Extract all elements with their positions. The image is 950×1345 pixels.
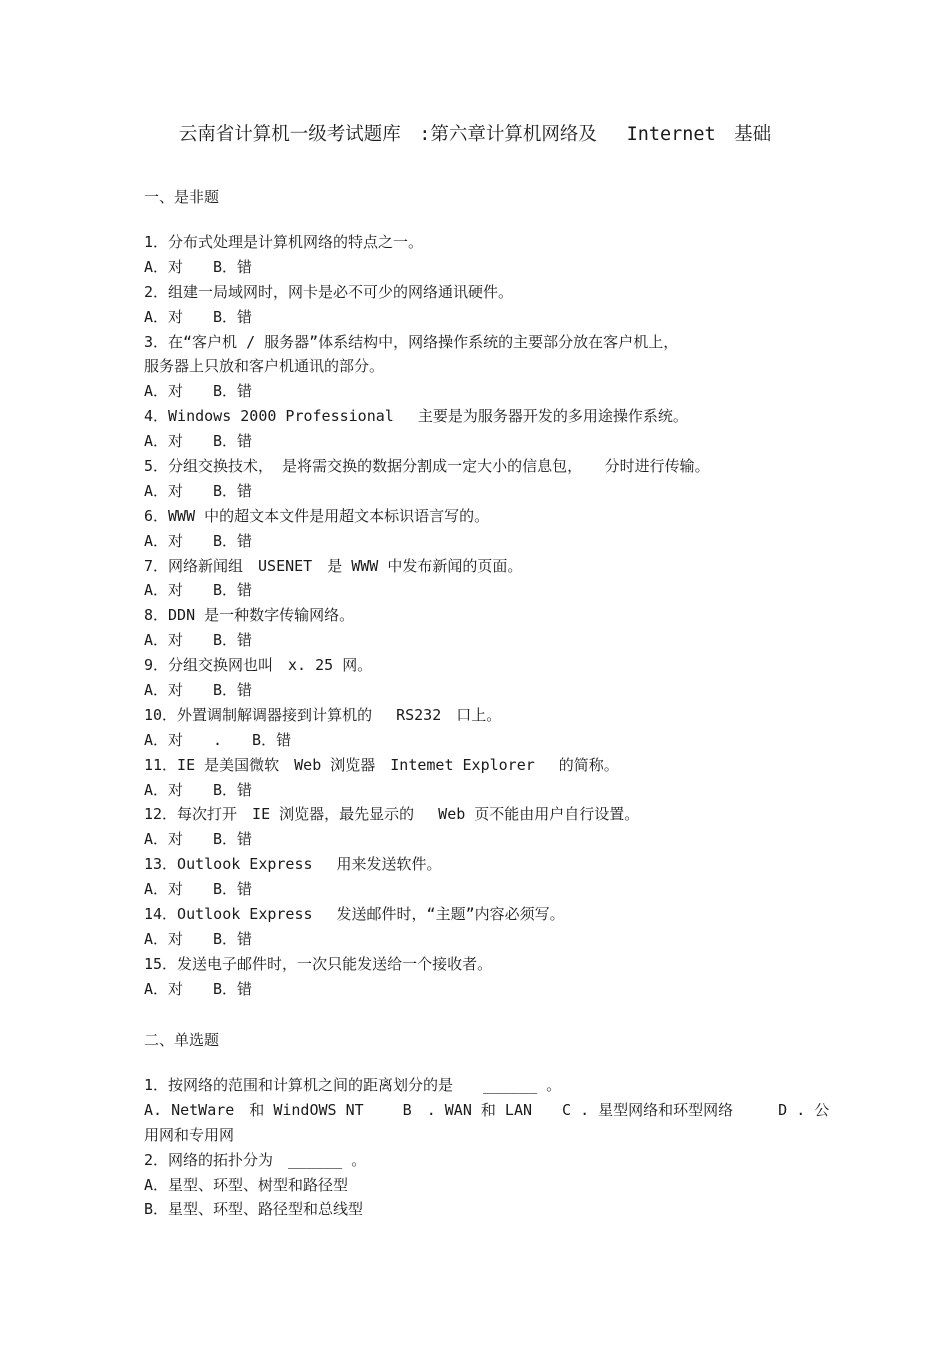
section-heading-single-choice: 二、单选题 xyxy=(144,1031,220,1049)
answer-options-continued: 用网和专用网 xyxy=(144,1125,235,1144)
question-text: 4．Windows 2000 Professional 主要是为服务器开发的多用途操作系统。 xyxy=(144,407,688,426)
question-text: 5．分组交换技术， 是将需交换的数据分割成一定大小的信息包， 分时进行传输。 xyxy=(144,457,710,476)
question-text: 7．网络新闻组 USENET 是 WWW 中发布新闻的页面。 xyxy=(144,556,523,575)
answer-options: A．对 B．错 xyxy=(144,382,253,401)
answer-options: A．对 B．错 xyxy=(144,631,253,650)
answer-options: A．对 . B．错 xyxy=(144,730,292,749)
page-title: 云南省计算机一级考试题库 :第六章计算机网络及 Internet 基础 xyxy=(178,124,772,145)
question-text: 12．每次打开 IE 浏览器，最先显示的 Web 页不能由用户自行设置。 xyxy=(144,805,640,824)
question-text-continued: 服务器上只放和客户机通讯的部分。 xyxy=(144,357,385,376)
single-choice-questions xyxy=(144,1073,830,1222)
answer-option-a: A．星型、环型、树型和路径型 xyxy=(144,1175,349,1194)
section-heading-true-false: 一、是非题 xyxy=(144,188,220,206)
answer-options: A．对 B．错 xyxy=(144,681,253,700)
answer-options: A．对 B．错 xyxy=(144,780,253,799)
answer-options: A．对 B．错 xyxy=(144,581,253,600)
question-text: 2．网络的拓扑分为 ______ 。 xyxy=(144,1150,367,1169)
answer-options: A. NetWare 和 WindOWS NT B . WAN 和 LAN C . 星型网络和环型网络 D . 公 xyxy=(144,1100,830,1119)
true-false-questions xyxy=(144,230,814,1002)
answer-options: A．对 B．错 xyxy=(144,830,253,849)
question-text: 1．分布式处理是计算机网络的特点之一。 xyxy=(144,233,424,251)
question-text: 1．按网络的范围和计算机之间的距离划分的是 ______ 。 xyxy=(144,1076,562,1094)
answer-options: A．对 B．错 xyxy=(144,432,253,451)
question-text: 10．外置调制解调器接到计算机的 RS232 口上。 xyxy=(144,705,502,724)
answer-option-b: B．星型、环型、路径型和总线型 xyxy=(144,1200,364,1219)
question-text: 11．IE 是美国微软 Web 浏览器 Intemet Explorer 的简称。 xyxy=(144,755,619,774)
answer-options: A．对 B．错 xyxy=(144,880,253,899)
answer-options: A．对 B．错 xyxy=(144,531,253,550)
question-text: 15．发送电子邮件时，一次只能发送给一个接收者。 xyxy=(144,954,493,973)
question-text: 6．WWW 中的超文本文件是用超文本标识语言写的。 xyxy=(144,506,490,525)
question-text: 9．分组交换网也叫 x. 25 网。 xyxy=(144,656,373,675)
answer-options: A．对 B．错 xyxy=(144,979,253,998)
answer-options: A．对 B．错 xyxy=(144,929,253,948)
question-text: 2．组建一局域网时，网卡是必不可少的网络通讯硬件。 xyxy=(144,282,514,301)
question-text: 13．Outlook Express 用来发送软件。 xyxy=(144,855,442,874)
answer-options: A．对 B．错 xyxy=(144,307,253,326)
answer-options: A．对 B．错 xyxy=(144,481,253,500)
answer-options: A．对 B．错 xyxy=(144,257,253,276)
question-text: 14．Outlook Express 发送邮件时，“主题”内容必须写。 xyxy=(144,905,565,924)
question-text: 8．DDN 是一种数字传输网络。 xyxy=(144,606,355,625)
question-text: 3．在“客户机 / 服务器”体系结构中，网络操作系统的主要部分放在客户机上， xyxy=(144,332,679,351)
